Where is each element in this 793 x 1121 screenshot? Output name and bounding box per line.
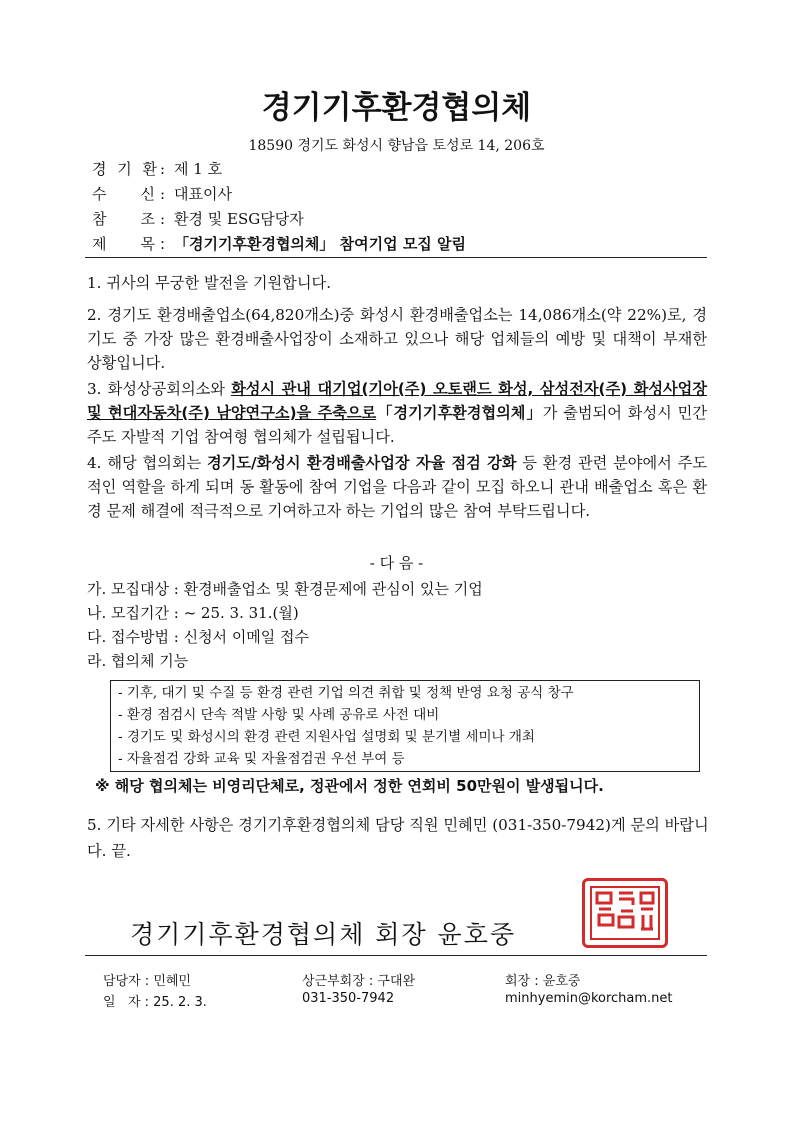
doc-number-row: 경 기 환: 제 1 호 <box>92 160 223 178</box>
reference-value: 환경 및 ESG담당자 <box>174 210 304 228</box>
subject-row: 제 목 : 「경기기후환경협의체」 참여기업 모집 알림 <box>92 235 466 253</box>
item-target: 가. 모집대상 : 환경배출업소 및 환경문제에 관심이 있는 기업 <box>87 580 483 598</box>
recipient-value: 대표이사 <box>174 185 232 203</box>
paragraph-3-org: 「경기기후환경협의체」 <box>376 404 543 422</box>
seal-glyphs-icon <box>585 881 665 945</box>
item-functions: 라. 협의체 기능 <box>87 652 189 670</box>
doc-number-value: 제 1 호 <box>174 160 223 178</box>
paragraph-1: 1. 귀사의 무궁한 발전을 기원합니다. <box>87 274 332 292</box>
paragraph-4-intro: 4. 해당 협의회는 <box>87 454 208 472</box>
paragraph-2: 2. 경기도 환경배출업소(64,820개소)중 화성시 환경배출업소는 14,086개소(약 22%)로, 경기도 중 가장 많은 환경배출사업장이 소재하고 있으나 해당 업체들의 예방 및 대책이 부재한 상황입니다. <box>87 306 707 372</box>
reference-row: 참 조 : 환경 및 ESG담당자 <box>92 210 304 228</box>
paragraph-4-highlight: 경기도/화성시 환경배출사업장 자율 점검 강화 <box>207 454 517 472</box>
footer-staff: 담당자 : 민혜민 <box>103 974 191 989</box>
reference-key: 참 조 <box>92 210 159 228</box>
subject-key: 제 목 <box>92 235 159 253</box>
item-method: 다. 접수방법 : 신청서 이메일 접수 <box>87 628 310 646</box>
paragraph-4-rest: 등 환경 관련 분야에서 주도적인 역할을 하게 되며 동 활동에 참여 기업을 다음과 같이 모집 하오니 관내 배출업소 혹은 환경 문제 해결에 적극적으로 기여하고자 하는 기업의 많은 참여 부탁드립니다. <box>87 454 707 520</box>
footer-chair: 회장 : 윤호중 <box>505 974 581 989</box>
paragraph-4 <box>87 451 707 523</box>
fee-notice: ※ 해당 협의체는 비영리단체로, 정관에서 정한 연회비 50만원이 발생됩니다. <box>95 777 604 795</box>
item-period: 나. 모집기간 : ~ 25. 3. 31.(월) <box>87 604 299 622</box>
function-item: - 자율점검 강화 교육 및 자율점검권 우선 부여 등 <box>118 751 405 767</box>
paragraph-3-rest: 가 출범되어 화성시 민간 주도 자발적 기업 참여형 협의체가 설립됩니다. <box>87 404 707 446</box>
paragraph-3 <box>87 377 707 449</box>
doc-number-key: 경 기 환 <box>92 160 161 178</box>
function-item: - 경기도 및 화성시의 환경 관련 지원사업 설명회 및 분기별 세미나 개최 <box>118 729 535 745</box>
paragraph-5: 5. 기타 자세한 사항은 경기기후환경협의체 담당 직원 민혜민 (031-350-7942)게 문의 바랍니다. 끝. <box>87 816 709 860</box>
document-title: 경기기후환경협의체 <box>261 90 532 126</box>
header-divider <box>85 257 707 258</box>
address-line: 18590 경기도 화성시 향남읍 토성로 14, 206호 <box>248 138 545 154</box>
recipient-row: 수 신 : 대표이사 <box>92 185 232 203</box>
footer-vice-chair: 상근부회장 : 구대완 <box>302 974 416 989</box>
footer-phone: 031-350-7942 <box>302 991 395 1006</box>
paragraph-3-intro: 3. 화성상공회의소와 <box>87 380 232 398</box>
official-seal <box>582 878 668 948</box>
next-label: - 다 음 - <box>369 554 424 572</box>
paragraph-3-highlight: 화성시 관내 대기업(기아(주) 오토랜드 화성, 삼성전자(주) 화성사업장 및 현대자동차(주) 남양연구소)을 주축으로 <box>87 380 708 422</box>
subject-value: 「경기기후환경협의체」 참여기업 모집 알림 <box>174 235 466 253</box>
signature-line: 경기기후환경협의체 회장 윤호중 <box>130 920 516 949</box>
function-item: - 기후, 대기 및 수질 등 환경 관련 기업 의견 취합 및 정책 반영 요청 공식 창구 <box>118 685 574 701</box>
footer-email[interactable]: minhyemin@korcham.net <box>505 991 673 1006</box>
footer-divider <box>85 955 707 956</box>
function-item: - 환경 점검시 단속 적발 사항 및 사례 공유로 사전 대비 <box>118 707 440 723</box>
recipient-key: 수 신 <box>92 185 159 203</box>
footer-date: 일 자 : 25. 2. 3. <box>103 995 207 1010</box>
